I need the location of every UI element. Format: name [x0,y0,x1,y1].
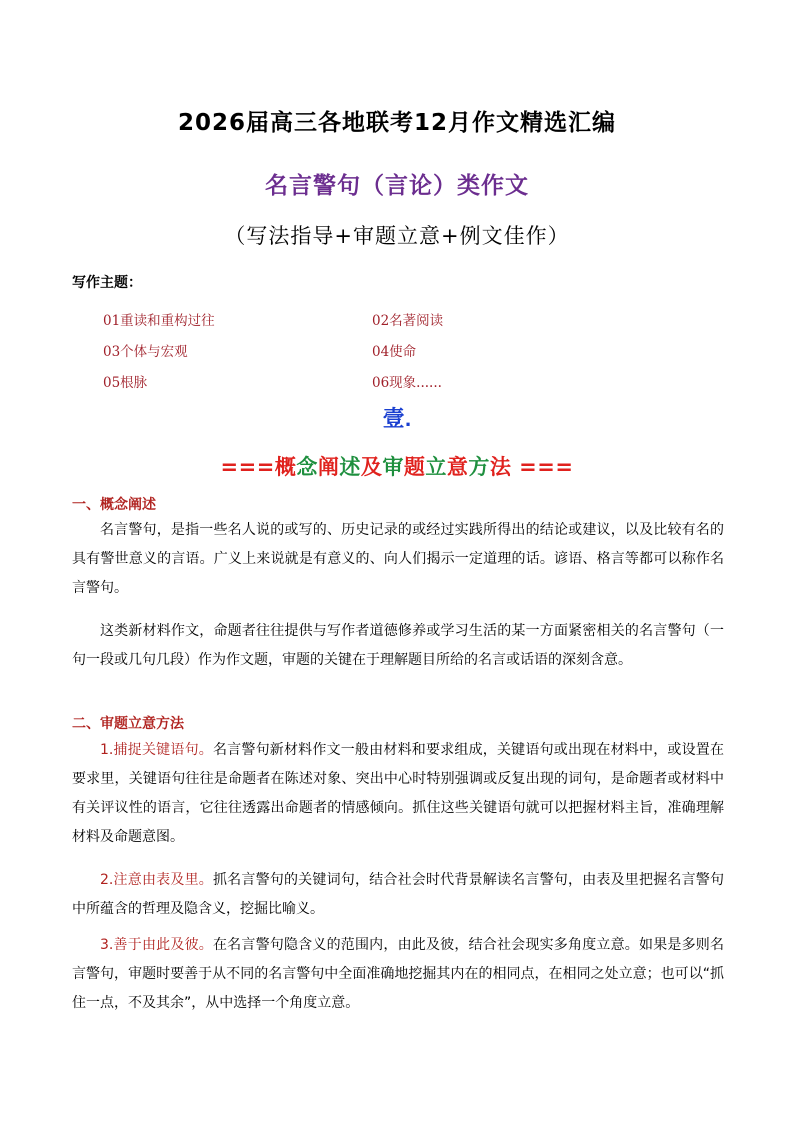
themes-label: 写作主题： [72,275,142,291]
section-number [0,402,794,433]
method-paragraph-1 [72,736,724,852]
banner-segment: 立 [425,455,447,479]
document-title: 2026届高三各地联考12月作文精选汇编 [177,110,617,136]
section-number-char: 壹 [382,407,405,432]
theme-item: 01重读和重构过往 [103,313,215,329]
method-2-text: 抓名言警句的关键词句，结合社会时代背景解读名言警句，由表及里把握名言警句中所蕴含的哲理及隐含义，挖掘比喻义。 [72,872,724,917]
concept-paragraph-1: 名言警句，是指一些名人说的或写的、历史记录的或经过实践所得出的结论或建议，以及比较有名的具有警世意义的言语。广义上来说就是有意义的、向人们揭示一定道理的话。谚语、格言等都可以称作名言警句。 [72,522,724,596]
method-paragraph-3 [72,931,724,1018]
banner-segment: 意 [446,455,469,479]
method-paragraph-2 [72,866,724,924]
banner-segment: 述 [339,455,361,479]
banner-segment: 审 [382,455,404,479]
document-subtitle: 名言警句（言论）类作文 [265,173,529,199]
banner-segment: 法 [489,455,512,479]
banner-segment: 阐 [317,455,340,479]
document-subtitle-note: （写法指导+审题立意+例文佳作） [224,224,570,248]
theme-item: 06现象...... [372,375,442,391]
theme-item: 04使命 [372,344,417,360]
section-banner [0,451,794,481]
banner-segment: === [511,455,574,479]
method-2-lead: 2.注意由表及里。 [100,872,213,888]
method-1-lead: 1.捕捉关键语句。 [100,742,213,758]
section-heading-method: 二、审题立意方法 [72,716,184,732]
banner-segment: === [220,455,275,479]
section-heading-concept: 一、概念阐述 [72,497,156,513]
concept-paragraph-2: 这类新材料作文，命题者往往提供与写作者道德修养或学习生活的某一方面紧密相关的名言警句（一句一段或几句几段）作为作文题，审题的关键在于理解题目所给的名言或话语的深刻含意。 [72,623,724,668]
banner-segment: 念 [296,455,318,479]
section-number-dot: . [404,410,412,431]
theme-item: 05根脉 [103,375,148,391]
method-3-lead: 3.善于由此及彼。 [100,937,213,953]
banner-segment: 及 [360,455,383,479]
theme-item: 02名著阅读 [372,313,444,329]
theme-item: 03个体与宏观 [103,344,188,360]
banner-segment: 题 [403,455,426,479]
banner-segment: 概 [274,455,297,479]
method-3-text: 在名言警句隐含义的范围内，由此及彼，结合社会现实多角度立意。如果是多则名言警句，审题时要善于从不同的名言警句中全面准确地挖掘其内在的相同点，在相同之处立意；也可以“抓住一点，不及其余”，从中选择一个角度立意。 [72,937,724,1011]
banner-segment: 方 [468,455,490,479]
method-1-text: 名言警句新材料作文一般由材料和要求组成，关键语句或出现在材料中，或设置在要求里，关键语句往往是命题者在陈述对象、突出中心时特别强调或反复出现的词句，是命题者或材料中有关评议性的语言，它往往透露出命题者的情感倾向。抓住这些关键语句就可以把握材料主旨，准确理解材料及命题意图。 [72,742,724,845]
